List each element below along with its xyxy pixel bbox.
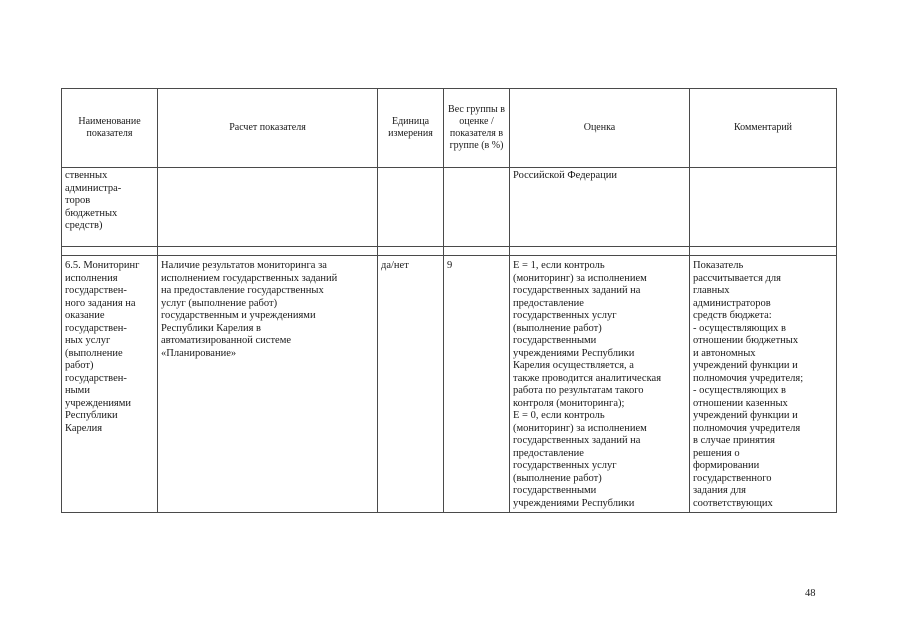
header-calculation: Расчет показателя [158,89,378,168]
cell-name [62,168,158,247]
indicator-table [61,88,837,513]
table-row-continuation [62,168,837,247]
cell-name [62,256,158,513]
spacer-cell [378,247,444,256]
cell-comment [690,168,837,247]
cell-comment-text: Показатель рассчитывается для главных администраторов средств бюджета: - осуществляющих в отношении бюджетных и автономных учреждений функции и полномочия учредителя; - осуществляющих в отношении казенных учреждений функции и полномочия учредителя в случае принятия решения о формировании государственного задания для соответствующих [693,260,804,509]
header-unit: Единица измерения [378,89,444,168]
page-number: 48 [805,588,816,599]
spacer-cell [510,247,690,256]
spacer-cell [444,247,510,256]
table-row-6-5 [62,256,837,513]
cell-weight-text: 9 [447,260,453,271]
header-assessment: Оценка [510,89,690,168]
cell-assessment [510,256,690,513]
cell-name-text: ственных администра- торов бюджетных средств) [65,170,122,231]
cell-unit-text: да/нет [381,260,409,271]
cell-calc [158,168,378,247]
spacer-cell [62,247,158,256]
cell-weight [444,256,510,513]
header-weight: Вес группы в оценке / показателя в группе (в %) [444,89,510,168]
cell-weight [444,168,510,247]
cell-calc [158,256,378,513]
cell-assessment-text: E = 1, если контроль (мониторинг) за исполнением государственных заданий на предоставление государственных услуг (выполнение работ) государственными учреждениями Республики Карелия осуществляется, а также проводится аналитическая работа по результатам такого контроля (мониторинга); E = 0, если контроль (мониторинг) за исполнением государственных заданий на предоставление государственных услуг (выполнение работ) государственными учреждениями Республики [513,260,662,509]
cell-assessment-text: Российской Федерации [513,170,617,181]
cell-unit [378,256,444,513]
cell-name-text: 6.5. Мониторинг исполнения государствен- ного задания на оказание государствен- ных услуг (выполнение работ) государствен- ными учреждениями Республики Карелия [65,260,140,434]
cell-unit [378,168,444,247]
table-header-row [62,89,837,168]
table-row-spacer [62,247,837,256]
header-indicator-name: Наименование показателя [62,89,158,168]
cell-comment [690,256,837,513]
cell-assessment [510,168,690,247]
header-comment: Комментарий [690,89,837,168]
cell-calc-text: Наличие результатов мониторинга за исполнением государственных заданий на предоставление государственных услуг (выполнение работ) государственным и учреждениями Республики Карелия в автоматизированной системе «Планирование» [161,260,338,359]
spacer-cell [690,247,837,256]
spacer-cell [158,247,378,256]
